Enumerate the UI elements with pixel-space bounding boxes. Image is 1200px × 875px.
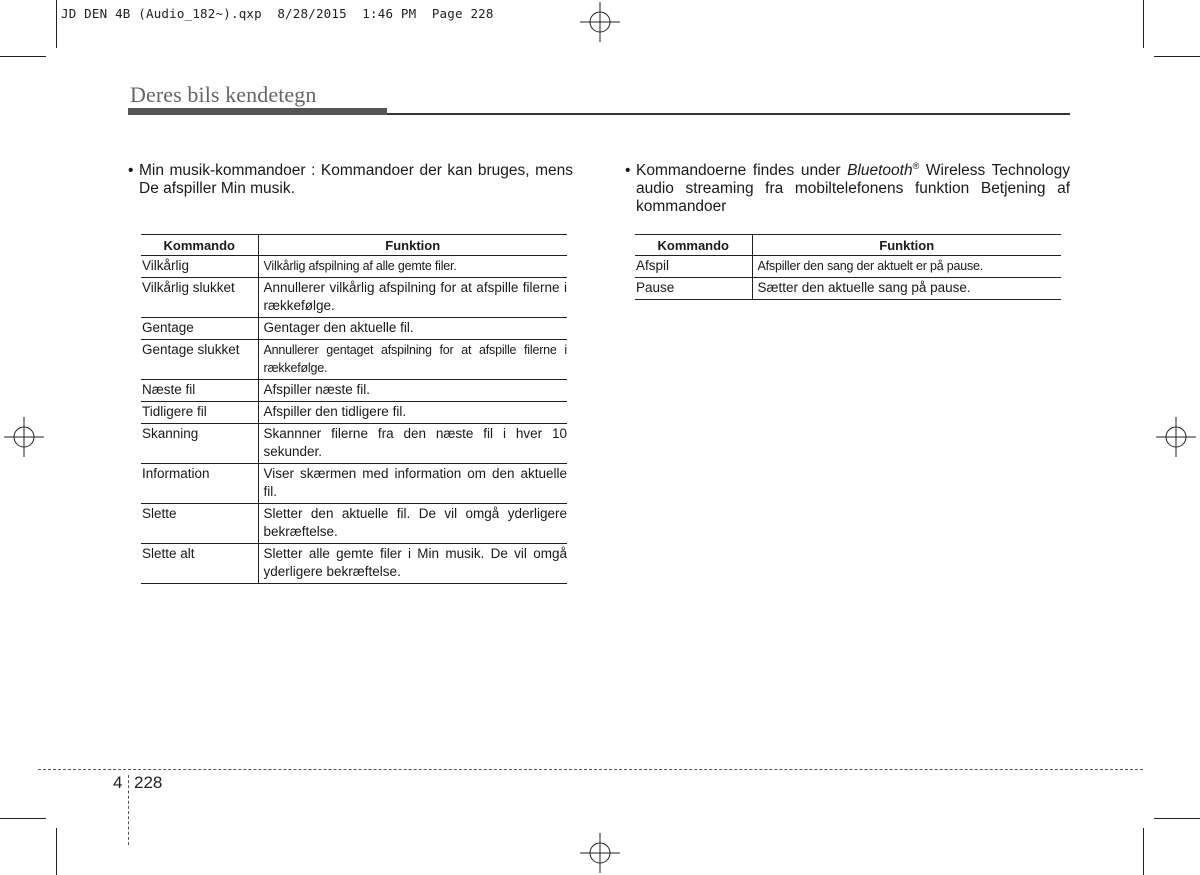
table-row (635, 278, 1061, 300)
command-cell: Afspil (635, 256, 752, 278)
crop-mark-top-right-v (1143, 0, 1144, 48)
table-row (141, 544, 567, 584)
table-row (141, 278, 567, 318)
function-cell: Viser skærmen med information om den aktuelle fil. (258, 464, 567, 504)
registration-mark-bottom-icon (580, 833, 620, 873)
column-header-kommando: Kommando (141, 235, 258, 256)
column-header-kommando: Kommando (635, 235, 752, 256)
function-cell: Annullerer gentaget afspilning for at afspille filerne i rækkefølge. (258, 340, 567, 380)
crop-mark-top-right-h (1154, 56, 1200, 57)
slug-line: JD DEN 4B (Audio_182~).qxp 8/28/2015 1:46 PM Page 228 (61, 6, 494, 21)
table-header-row (635, 235, 1061, 256)
command-cell: Vilkårlig slukket (141, 278, 258, 318)
function-cell: Afspiller næste fil. (258, 380, 567, 402)
function-cell: Sletter alle gemte filer i Min musik. De vil omgå yderligere bekræftelse. (258, 544, 567, 584)
function-cell: Gentager den aktuelle fil. (258, 318, 567, 340)
crop-mark-bottom-left-v (56, 828, 57, 875)
table-row (141, 380, 567, 402)
table-row (141, 504, 567, 544)
crop-mark-top-left-v (56, 0, 57, 48)
command-cell: Slette alt (141, 544, 258, 584)
table-row (141, 318, 567, 340)
page-number: 228 (134, 773, 163, 792)
function-cell: Vilkårlig afspilning af alle gemte filer. (258, 256, 567, 278)
column-header-funktion: Funktion (752, 235, 1061, 256)
command-cell: Skanning (141, 424, 258, 464)
registration-mark-right-icon (1156, 417, 1196, 457)
header-rule-accent (128, 108, 387, 115)
column-header-funktion: Funktion (258, 235, 567, 256)
registration-mark-top-icon (580, 2, 620, 42)
min-musik-command-table (141, 234, 567, 584)
function-cell: Afspiller den sang der aktuelt er på pause. (752, 256, 1061, 278)
command-cell: Gentage (141, 318, 258, 340)
crop-mark-bottom-left-h (0, 818, 46, 819)
table-row (141, 464, 567, 504)
command-cell: Gentage slukket (141, 340, 258, 380)
chapter-number: 4 (113, 773, 123, 792)
command-cell: Næste fil (141, 380, 258, 402)
bullet-glyph: • (128, 162, 134, 179)
command-cell: Tidligere fil (141, 402, 258, 424)
crop-mark-bottom-right-h (1154, 818, 1200, 819)
right-bullet-text-start: Kommandoerne findes under (636, 162, 848, 179)
page-number-divider (128, 775, 129, 845)
footer-rule (38, 769, 1143, 770)
right-bullet-paragraph (625, 161, 1070, 216)
table-row (141, 424, 567, 464)
section-title: Deres bils kendetegn (130, 82, 317, 107)
left-bullet-text: Min musik-kommandoer : Kommandoer der kan bruges, mens De afspiller Min musik. (139, 162, 573, 197)
registration-mark-left-icon (4, 417, 44, 457)
table-row (141, 402, 567, 424)
table-header-row (141, 235, 567, 256)
function-cell: Annullerer vilkårlig afspilning for at afspille filerne i rækkefølge. (258, 278, 567, 318)
command-cell: Pause (635, 278, 752, 300)
function-cell: Sætter den aktuelle sang på pause. (752, 278, 1061, 300)
crop-mark-bottom-right-v (1143, 828, 1144, 875)
function-cell: Afspiller den tidligere fil. (258, 402, 567, 424)
crop-mark-top-left-h (0, 56, 46, 57)
command-cell: Vilkårlig (141, 256, 258, 278)
function-cell: Sletter den aktuelle fil. De vil omgå yderligere bekræftelse. (258, 504, 567, 544)
left-bullet-paragraph (128, 162, 573, 198)
command-cell: Slette (141, 504, 258, 544)
bullet-glyph: • (625, 162, 631, 179)
bluetooth-brand-text: Bluetooth (847, 162, 913, 179)
table-row (141, 340, 567, 380)
table-row (635, 256, 1061, 278)
function-cell: Skannner filerne fra den næste fil i hver 10 sekunder. (258, 424, 567, 464)
bluetooth-command-table (635, 234, 1061, 300)
right-bullet-text-end: Wireless Technology audio streaming fra mobiltelefonens funktion Betjening af kommandoer (636, 162, 1070, 215)
command-cell: Information (141, 464, 258, 504)
table-row (141, 256, 567, 278)
registered-mark: ® (912, 161, 920, 171)
